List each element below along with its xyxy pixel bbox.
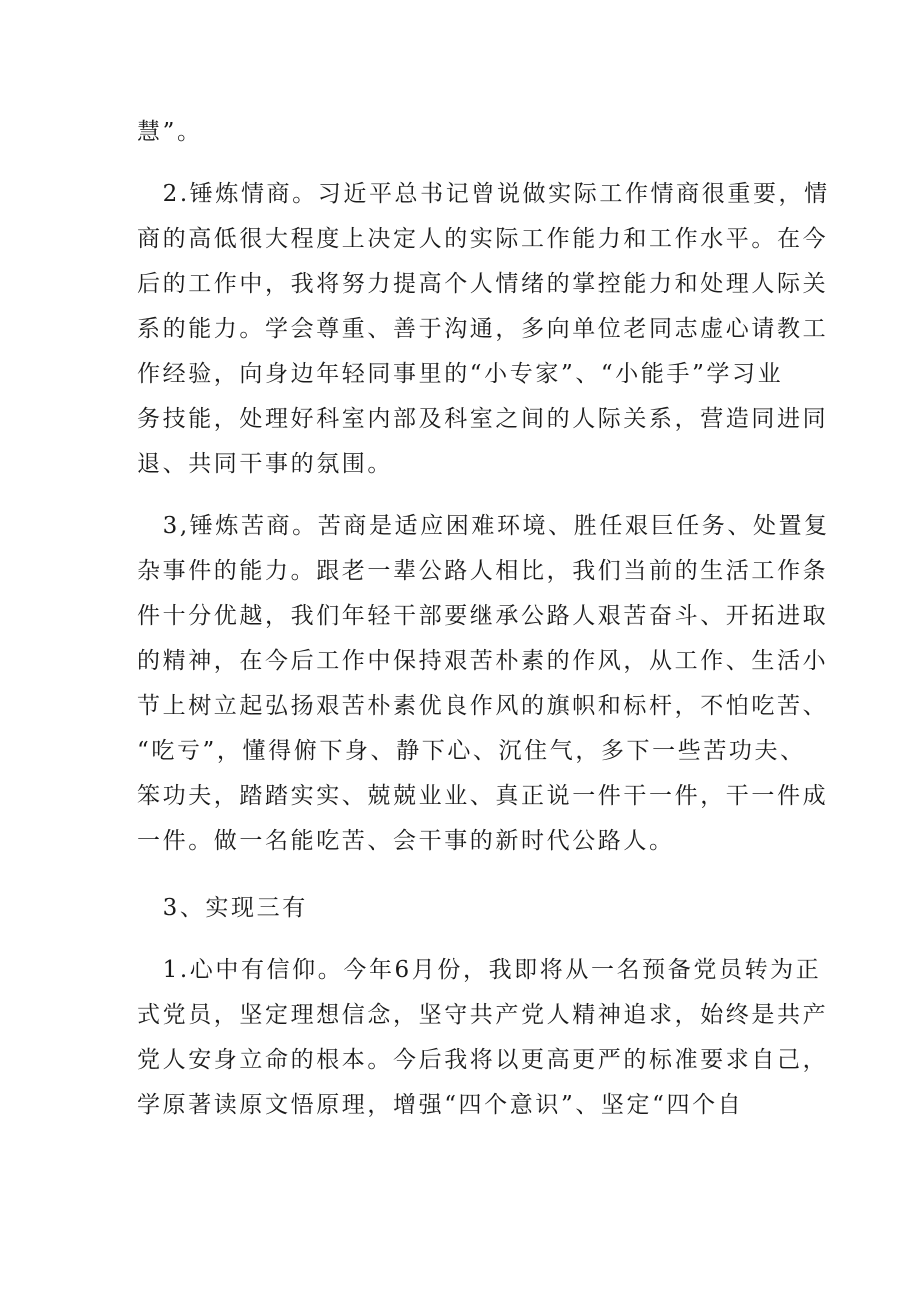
text-line: 作经验，向身边年轻同事里的“小专家”、“小能手”学习业 <box>137 361 784 387</box>
text-line: 1.心中有信仰。今年6月份，我即将从一名预备党员转为正 <box>137 957 822 983</box>
text-line: 退、共同干事的氛围。 <box>137 451 393 477</box>
text-line: 节上树立起弘扬艰苦朴素优良作风的旗帜和标杆，不怕吃苦、 <box>137 693 829 719</box>
text-line: 学原著读原文悟原理，增强“四个意识”、坚定“四个自 <box>137 1092 744 1118</box>
text-line: 2.锤炼情商。习近平总书记曾说做实际工作情商很重要，情 <box>137 181 830 207</box>
text-line: 商的高低很大程度上决定人的实际工作能力和工作水平。在今 <box>137 226 829 252</box>
text-line: 件十分优越，我们年轻干部要继承公路人艰苦奋斗、开拓进取 <box>137 603 829 629</box>
paragraph-spacer <box>137 487 787 504</box>
paragraph-spacer <box>137 155 787 172</box>
heading-line: 3、实现三有 <box>137 895 308 921</box>
text-line: 式党员，坚定理想信念，坚守共产党人精神追求，始终是共产 <box>137 1002 829 1028</box>
paragraph-faith <box>137 948 829 1128</box>
text-line: 务技能，处理好科室内部及科室之间的人际关系，营造同进同 <box>137 406 829 432</box>
section-heading <box>137 886 787 931</box>
text-line: 系的能力。学会尊重、善于沟通，多向单位老同志虚心请教工 <box>137 316 829 342</box>
paragraph-spacer <box>137 931 787 948</box>
text-line: 3,锤炼苦商。苦商是适应困难环境、胜任艰巨任务、处置复 <box>137 513 830 539</box>
text-line: 笨功夫，踏踏实实、兢兢业业、真正说一件干一件，干一件成 <box>137 783 829 809</box>
text-line: 慧”。 <box>137 119 203 145</box>
paragraph-adversity-quotient <box>137 504 830 864</box>
paragraph-emotional-intelligence <box>137 172 830 487</box>
document-body <box>137 110 830 1128</box>
text-line: 杂事件的能力。跟老一辈公路人相比，我们当前的生活工作条 <box>137 558 829 584</box>
text-line: 的精神，在今后工作中保持艰苦朴素的作风，从工作、生活小 <box>137 648 829 674</box>
text-line: 后的工作中，我将努力提高个人情绪的掌控能力和处理人际关 <box>137 271 829 297</box>
paragraph-continuation <box>137 110 787 155</box>
text-line: “吃亏”，懂得俯下身、静下心、沉住气，多下一些苦功夫、 <box>137 738 806 764</box>
text-line: 一件。做一名能吃苦、会干事的新时代公路人。 <box>137 828 675 854</box>
paragraph-spacer <box>137 864 787 886</box>
text-line: 党人安身立命的根本。今后我将以更高更严的标准要求自己， <box>137 1047 829 1073</box>
